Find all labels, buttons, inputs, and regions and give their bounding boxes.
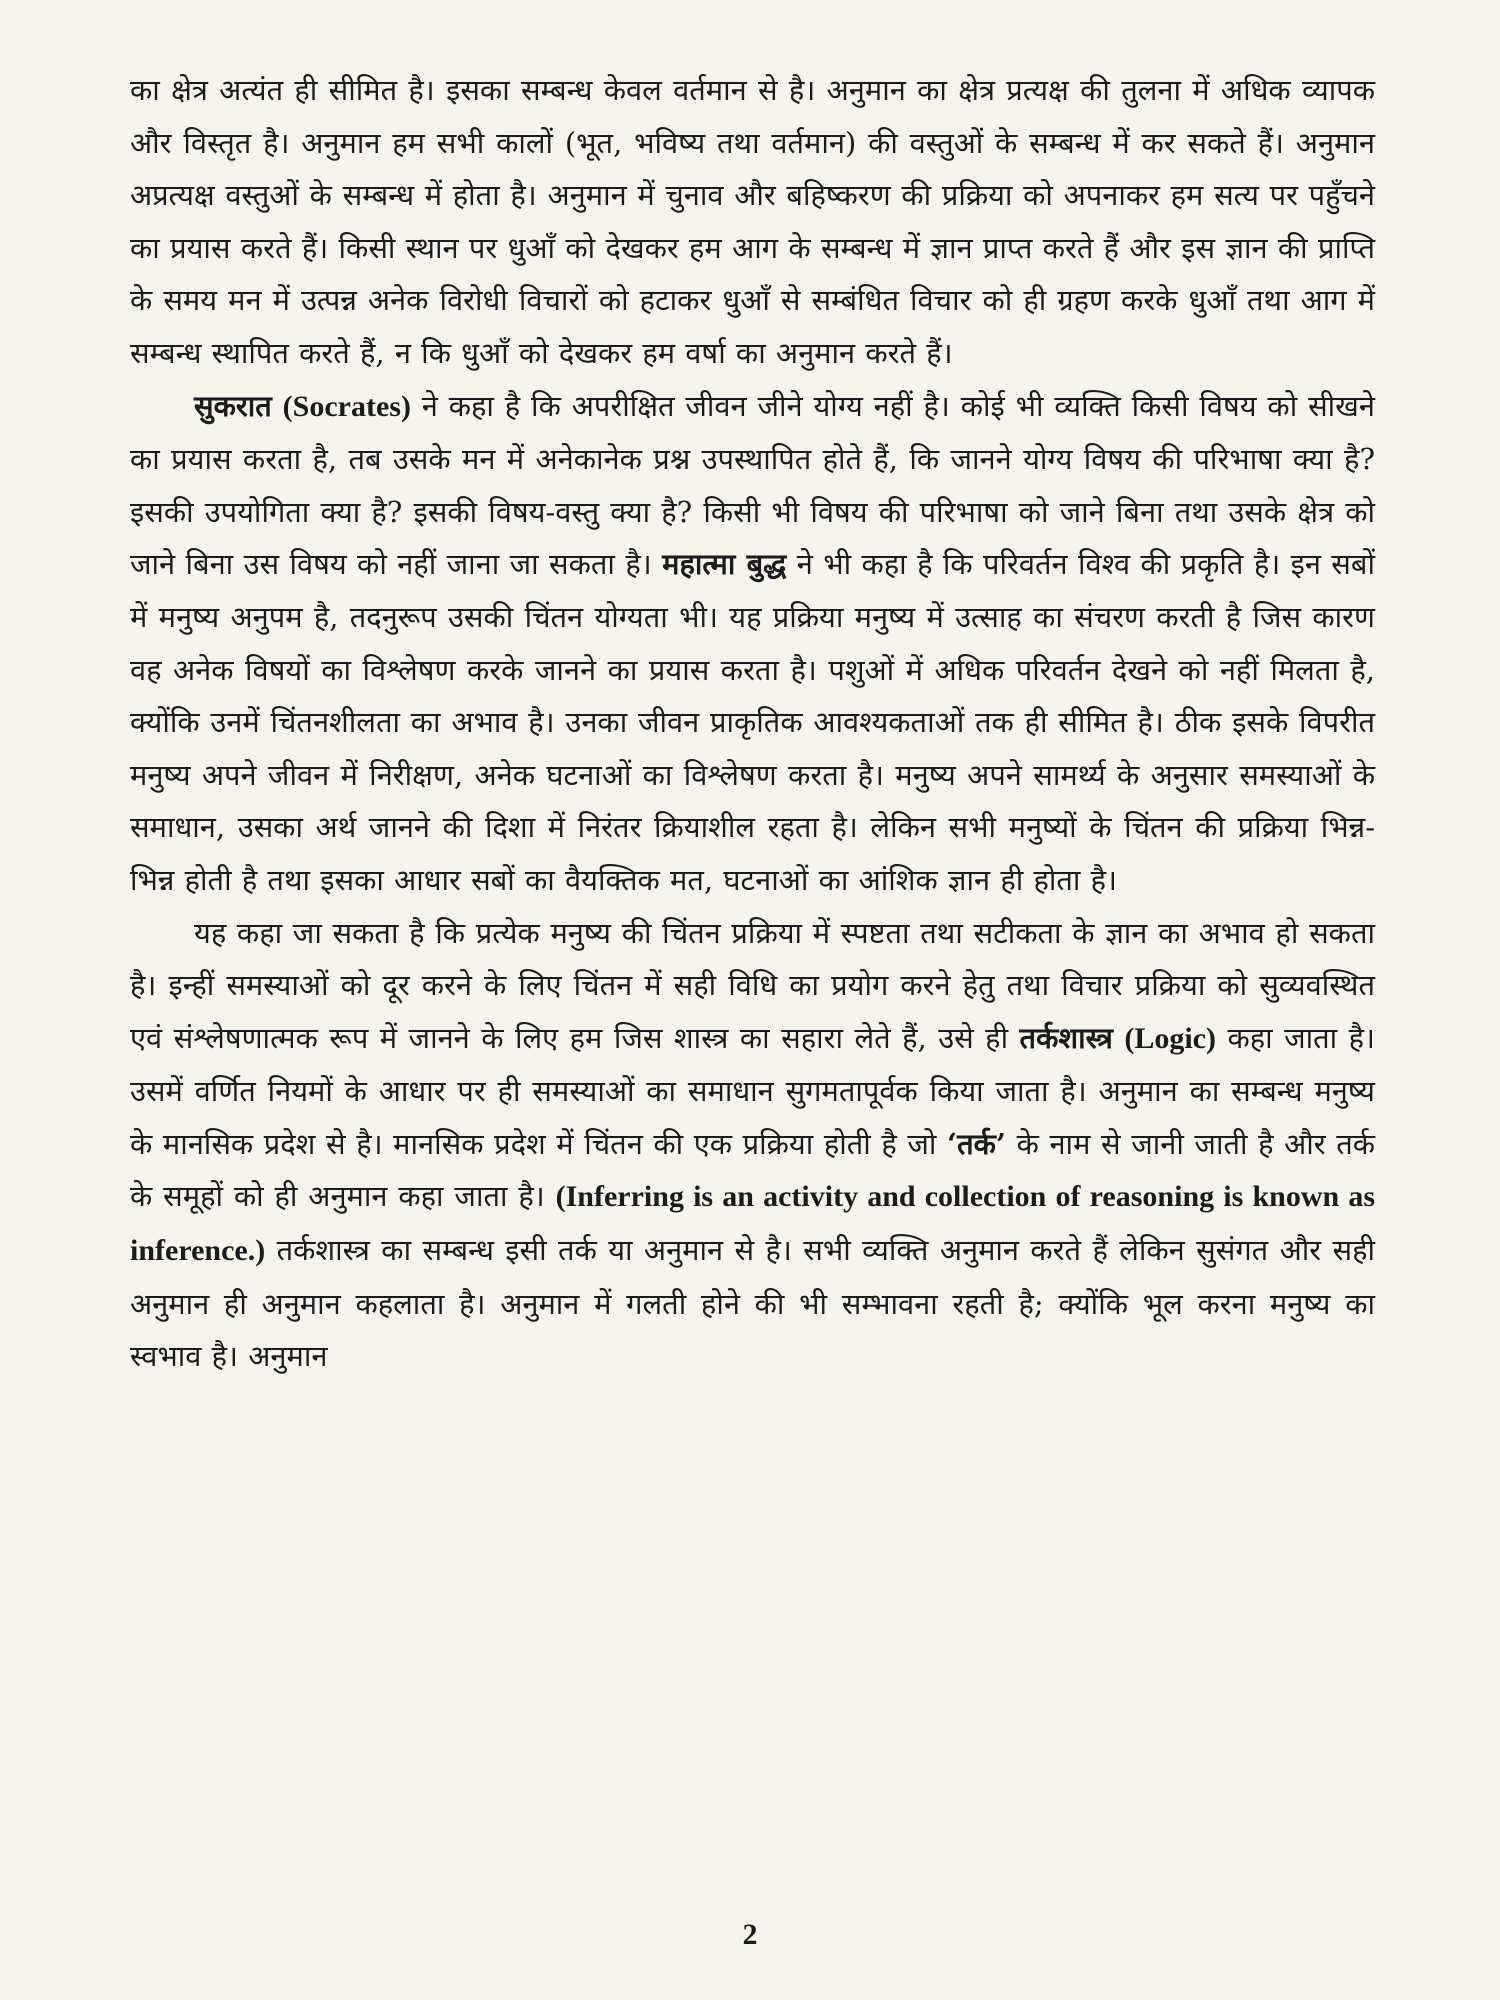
paragraph-3 [130, 907, 1375, 1383]
paragraph-2 [130, 380, 1375, 907]
paragraph-3-text-c: के नाम से जानी जाती है और तर्क के समूहों को ही अनुमान कहा जाता है। [130, 1126, 1375, 1214]
english-definition: (Inferring is an activity and collection of reasoning is known as inference.) [130, 1180, 1375, 1268]
socrates-name-latin: (Socrates) [282, 389, 411, 423]
tark-term: ‘तर्क’ [947, 1126, 1007, 1161]
socrates-name-hindi: सुकरात [194, 388, 272, 423]
paragraph-3-text-a: यह कहा जा सकता है कि प्रत्येक मनुष्य की चिंतन प्रक्रिया में स्पष्टता तथा सटीकता के ज्ञान का अभाव हो सकता है। इन्हीं समस्याओं को दूर करने के लिए चिंतन में सही विधि का प्रयोग करने हेतु तथा विचार प्रक्रिया को सुव्यवस्थित एवं संश्लेषणात्मक रूप में जानने के लिए हम जिस शास्त्र का सहारा लेते हैं, उसे ही [130, 915, 1375, 1055]
paragraph-3-text-d: तर्कशास्त्र का सम्बन्ध इसी तर्क या अनुमान से है। सभी व्यक्ति अनुमान करते हैं लेकिन सुसंगत और सही अनुमान ही अनुमान कहलाता है। अनुमान में गलती होने की भी सम्भावना रहती है; क्योंकि भूल करना मनुष्य का स्वभाव है। अनुमान [130, 1233, 1375, 1374]
paragraph-2-text-a: ने कहा है कि अपरीक्षित जीवन जीने योग्य नहीं है। कोई भी व्यक्ति किसी विषय को सीखने का प्रयास करता है, तब उसके मन में अनेकानेक प्रश्न उपस्थापित होते हैं, कि जानने योग्य विषय की परिभाषा क्या है? इसकी उपयोगिता क्या है? इसकी विषय-वस्तु क्या है? किसी भी विषय की परिभाषा को जाने बिना तथा उसके क्षेत्र को जाने बिना उस विषय को नहीं जाना जा सकता है। [130, 388, 1376, 582]
logic-term-hindi: तर्कशास्त्र [1019, 1020, 1113, 1055]
paragraph-3-text-b: कहा जाता है। उसमें वर्णित नियमों के आधार पर ही समस्याओं का समाधान सुगमतापूर्वक किया जाता है। अनुमान का सम्बन्ध मनुष्य के मानसिक प्रदेश से है। मानसिक प्रदेश में चिंतन की एक प्रक्रिया होती है जो [130, 1020, 1376, 1161]
buddha-name: महात्मा बुद्ध [662, 547, 787, 582]
page-number: 2 [742, 1918, 758, 1951]
paragraph-1-text: का क्षेत्र अत्यंत ही सीमित है। इसका सम्बन्ध केवल वर्तमान से है। अनुमान का क्षेत्र प्रत्यक्ष की तुलना में अधिक व्यापक और विस्तृत है। अनुमान हम सभी कालों (भूत, भविष्य तथा वर्तमान) की वस्तुओं के सम्बन्ध में कर सकते हैं। अनुमान अप्रत्यक्ष वस्तुओं के सम्बन्ध में होता है। अनुमान में चुनाव और बहिष्करण की प्रक्रिया को अपनाकर हम सत्य पर पहुँचने का प्रयास करते हैं। किसी स्थान पर धुआँ को देखकर हम आग के सम्बन्ध में ज्ञान प्राप्त करते हैं और इस ज्ञान की प्राप्ति के समय मन में उत्पन्न अनेक विरोधी विचारों को हटाकर धुआँ से सम्बंधित विचार को ही ग्रहण करके धुआँ तथा आग में सम्बन्ध स्थापित करते हैं, न कि धुआँ को देखकर हम वर्षा का अनुमान करते हैं। [130, 73, 1375, 370]
paragraph-1 [130, 64, 1375, 380]
paragraph-2-text-b: ने भी कहा है कि परिवर्तन विश्व की प्रकृति है। इन सबों में मनुष्य अनुपम है, तदनुरूप उसकी चिंतन योग्यता भी। यह प्रक्रिया मनुष्य में उत्साह का संचरण करती है जिस कारण वह अनेक विषयों का विश्लेषण करके जानने का प्रयास करता है। पशुओं में अधिक परिवर्तन देखने को नहीं मिलता है, क्योंकि उनमें चिंतनशीलता का अभाव है। उनका जीवन प्राकृतिक आवश्यकताओं तक ही सीमित है। ठीक इसके विपरीत मनुष्य अपने जीवन में निरीक्षण, अनेक घटनाओं का विश्लेषण करता है। मनुष्य अपने सामर्थ्य के अनुसार समस्याओं के समाधान, उसका अर्थ जानने की दिशा में निरंतर क्रियाशील रहता है। लेकिन सभी मनुष्यों के चिंतन की प्रक्रिया भिन्न-भिन्न होती है तथा इसका आधार सबों का वैयक्तिक मत, घटनाओं का आंशिक ज्ञान ही होता है। [130, 547, 1375, 897]
logic-term-latin: (Logic) [1124, 1021, 1216, 1055]
